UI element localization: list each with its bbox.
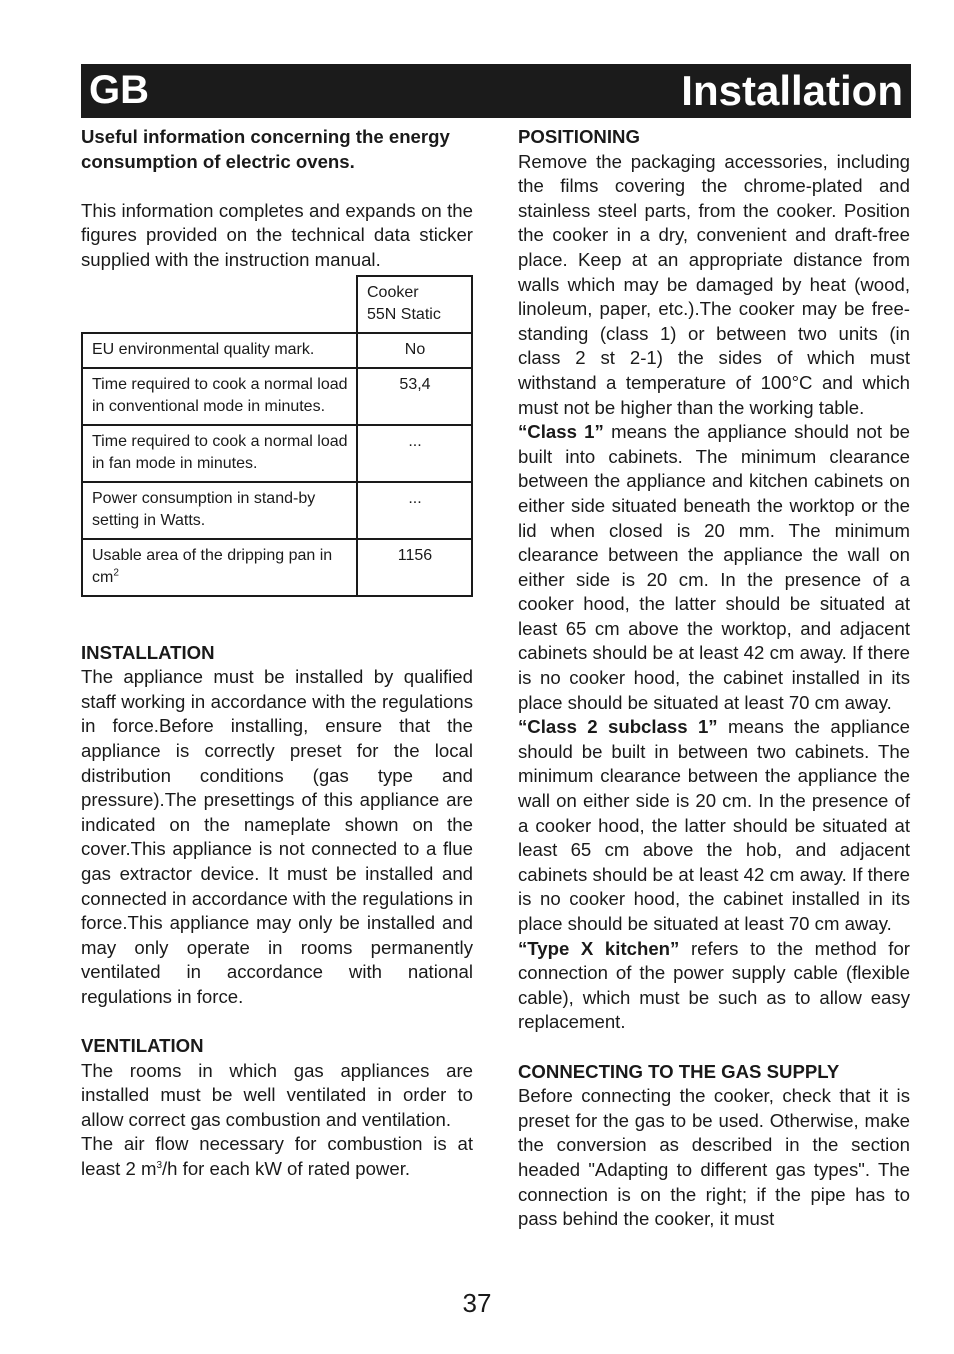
table-row <box>82 539 472 596</box>
row-label: Time required to cook a normal load in fan mode in minutes. <box>82 425 357 482</box>
energy-table <box>81 275 473 597</box>
row-value: ... <box>357 482 472 539</box>
gas-supply-heading: CONNECTING TO THE GAS SUPPLY <box>518 1060 840 1082</box>
energy-intro: This information completes and expands on the figures provided on the technical data sticker supplied with the instruction manual. <box>81 199 473 270</box>
row-label: Time required to cook a normal load in conventional mode in minutes. <box>82 368 357 425</box>
energy-title: Useful information concerning the energy consumption of electric ovens. <box>81 126 450 172</box>
class1-paragraph: “Class 1” means the appliance should not be built into cabinets. The minimum clearance between the appliance and kitchen cabinets on either side situated beneath the worktop or the lid when closed is 20 mm. The minimum clearance between the appliance the wall on either side is 20 cm. In the presence of a cooker hood, the latter should be situated at least 65 cm above the worktop, and adjacent cabinets should be at least 42 cm away. If there is no cooker hood, the cabinet installed in its place should be situated at least 70 cm away. <box>518 421 911 713</box>
ventilation-text: The rooms in which gas appliances are installed must be well ventilated in order to allow correct gas combustion and ventilation. <box>81 1059 473 1130</box>
installation-text: The appliance must be installed by qualified staff working in accordance with the regulations in force.Before installing, ensure that the appliance is correctly preset for the local distribution conditions (gas type and pressure).The presettings of this appliance are indicated on the nameplate shown on the cover.This appliance is not connected to a flue gas extractor device. It must be installed and connected in accordance with the regulations in force.This appliance may only be installed and may only operate in rooms permanently ventilated in accordance with national regulations in force. <box>81 666 473 1007</box>
page-number: 37 <box>462 1288 492 1318</box>
row-label: Usable area of the dripping pan in $cm^2$ <box>82 539 357 596</box>
right-column <box>518 125 910 1232</box>
language-code: GB <box>89 68 149 112</box>
column-header: Cooker 55N Static <box>357 276 472 333</box>
row-value: 53,4 <box>357 368 472 425</box>
row-value: ... <box>357 425 472 482</box>
positioning-heading: POSITIONING <box>518 126 640 147</box>
row-label: EU environmental quality mark. <box>82 333 357 368</box>
positioning-text: Remove the packaging accessories, including the films covering the chrome-plated and stainless steel parts, from the cooker. Position the cooker in a dry, convenient and draft-free place. Keep at an appropriate distance from walls which may be damaged by heat (wood, linoleum, paper, etc.).The cooker may be free-standing (class 1) or between two units (in class 2 st 2-1) the sides of which must withstand a temperature of 100°C and which must not be higher than the working table. <box>518 150 910 418</box>
table-row <box>82 368 472 425</box>
gas-supply-text: Before connecting the cooker, check that it is preset for the gas to be used. Otherwise, make the conversion as described in the section headed "Adapting to different gas types". The connection is on the right; if the pipe has to pass behind the cooker, it must <box>518 1085 910 1230</box>
table-row <box>82 482 472 539</box>
table-row <box>82 425 472 482</box>
left-column <box>81 125 473 1182</box>
row-label: Power consumption in stand-by setting in Watts. <box>82 482 357 539</box>
row-value: 1156 <box>357 539 472 596</box>
ventilation-heading: VENTILATION <box>81 1035 204 1057</box>
row-value: No <box>357 333 472 368</box>
ventilation-airflow: The air flow necessary for combustion is at least 2 $m^3/h$ for each kW of rated power. <box>81 1133 473 1180</box>
page-title: Installation <box>681 67 903 114</box>
installation-heading: INSTALLATION <box>81 641 215 663</box>
table-row <box>82 333 472 368</box>
class2-paragraph: “Class 2 subclass 1” means the appliance should be built in between two cabinets. The minimum clearance between the appliance the wall on either side is 20 cm. In the presence of a cooker hood, the latter should be situated at least 65 cm above the hob, and adjacent cabinets should be at least 42 cm away. If there is no cooker hood, the cabinet installed in its place should be situated at least 70 cm away. <box>518 716 910 934</box>
page-header <box>81 64 911 118</box>
table-header-row <box>82 276 472 333</box>
typex-paragraph: “Type X kitchen” refers to the method for connection of the power supply cable (flexible cable), which must be such as to allow easy replacement. <box>518 937 910 1033</box>
